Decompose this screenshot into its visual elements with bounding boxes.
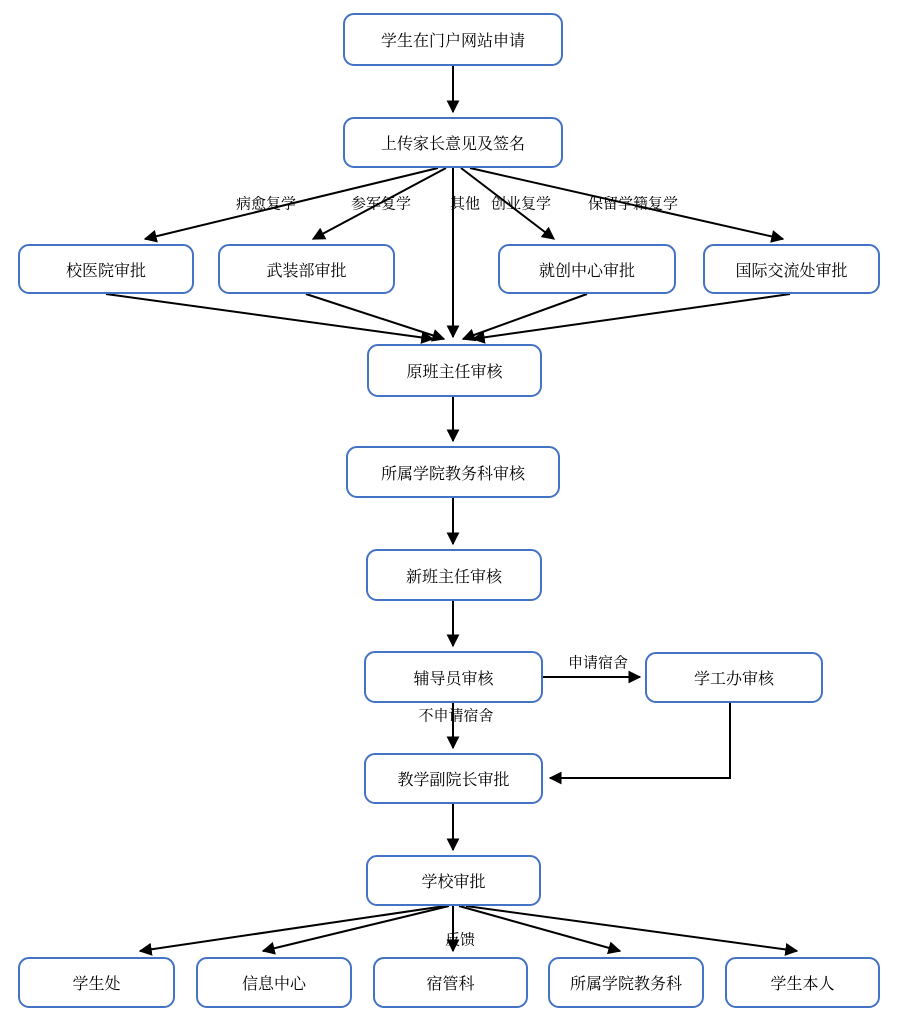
edge-international-to-origteacher (473, 294, 790, 339)
node-student-affairs-office-review: 学工办审核 (645, 652, 823, 703)
node-original-teacher-review: 原班主任审核 (367, 344, 542, 397)
label-apply-dorm: 申请宿舍 (567, 654, 629, 672)
edge-hospital-to-origteacher (106, 294, 433, 339)
node-new-teacher-review: 新班主任审核 (366, 549, 542, 601)
node-military-dept-approval: 武装部审批 (218, 244, 395, 294)
label-resume-after-illness: 病愈复学 (235, 195, 297, 213)
label-resume-after-startup: 创业复学 (490, 195, 552, 213)
node-college-academic-office-review: 所属学院教务科审核 (346, 446, 560, 498)
node-student-portal-apply: 学生在门户网站申请 (343, 13, 563, 66)
node-college-academic-office: 所属学院教务科 (548, 957, 704, 1008)
edge-military-to-origteacher (306, 294, 444, 339)
label-feedback: 反馈 (444, 931, 476, 949)
node-student-affairs-dept: 学生处 (18, 957, 175, 1008)
edge-school-to-collegeoffice2 (459, 906, 620, 951)
node-counselor-review: 辅导员审核 (364, 651, 543, 703)
edge-studentaffairs-to-vicedean (550, 703, 730, 778)
edge-school-to-studentself (466, 906, 797, 951)
node-career-center-approval: 就创中心审批 (498, 244, 676, 294)
label-other: 其他 (449, 195, 481, 213)
node-hospital-approval: 校医院审批 (18, 244, 194, 294)
node-student-self: 学生本人 (725, 957, 880, 1008)
node-dorm-management-office: 宿管科 (373, 957, 528, 1008)
label-no-dorm: 不申请宿舍 (418, 707, 494, 725)
node-info-center: 信息中心 (196, 957, 352, 1008)
label-resume-retained-status: 保留学籍复学 (587, 195, 679, 213)
node-school-approval: 学校审批 (366, 855, 541, 906)
label-resume-after-military: 参军复学 (350, 195, 412, 213)
node-vice-dean-approval: 教学副院长审批 (364, 753, 543, 804)
node-upload-parent-consent: 上传家长意见及签名 (343, 117, 563, 168)
node-international-office-approval: 国际交流处审批 (703, 244, 880, 294)
